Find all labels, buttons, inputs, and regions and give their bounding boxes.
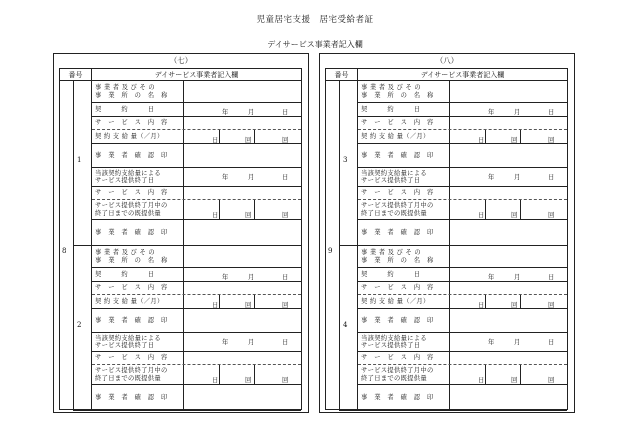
provider-seal-row-label [92,144,184,167]
times-unit: 回 [548,137,555,144]
contract-amount-row-label [358,295,450,308]
service-content-row-2-label [358,352,450,364]
end-date-row-label [358,333,450,351]
service-content-label: サ ー ビ ス 内 容 [361,119,434,127]
provider-name-row [92,81,301,103]
contract-amount-label: 契 約 支 給 量（／月） [95,132,164,140]
service-content-row-2 [92,352,301,365]
contract-date-label: 契 約 日 [361,270,421,278]
end-date-row-value[interactable] [184,168,301,186]
qty-divider [254,130,255,143]
provider-column-header: デイサービス事業者記入欄 [358,69,567,81]
page-number: 9 [328,247,333,255]
panel-heading: （八） [435,56,459,65]
end-date-label-line2: サービス提供終了日 [95,177,155,184]
service-content-row [358,282,567,295]
provider-name-row-label [92,81,184,102]
day-unit: 日 [212,212,219,219]
end-date-label-line2: サービス提供終了日 [361,342,421,349]
used-amount-label-line2: 終了日までの既提供量 [361,374,427,382]
used-amount-label-line2: 終了日までの既提供量 [95,209,161,217]
day-unit: 日 [548,339,555,346]
day-unit: 日 [548,174,555,181]
service-content-row-label [358,117,450,129]
day-unit: 日 [212,137,219,144]
contract-amount-row-label [358,130,450,143]
day-unit: 日 [548,109,555,116]
end-date-row-label [358,168,450,186]
used-amount-row-value[interactable] [450,365,567,384]
qty-divider [254,200,255,219]
provider-seal-label: 事 業 者 確 認 印 [361,151,434,159]
used-amount-label-line1: サービス提供終了月中の [95,367,168,374]
service-content-row-label [92,117,184,129]
times-unit: 回 [282,377,289,384]
day-unit: 日 [478,212,485,219]
used-amount-label-line2: 終了日までの既提供量 [361,209,427,217]
contract-date-row-value[interactable] [184,103,301,116]
provider-seal-row-label [358,144,450,167]
year-unit: 年 [222,174,229,181]
provider-seal-row-value[interactable] [450,144,567,167]
provider-column-header: デイサービス事業者記入欄 [92,69,301,81]
qty-divider [485,295,486,308]
year-unit: 年 [222,109,229,116]
provider-name-label-line1: 事 業 者 及 び そ の [361,84,421,91]
contract-amount-row-value[interactable] [184,295,301,308]
provider-name-row-value[interactable] [184,246,301,267]
provider-seal-row-2 [358,220,567,246]
record-sheet [325,68,568,410]
times-unit: 回 [245,137,252,144]
form-subtitle: デイサービス事業者記入欄 [267,40,363,49]
provider-seal-row-value[interactable] [450,309,567,332]
service-content-row-2 [358,352,567,365]
times-unit: 回 [282,302,289,309]
contract-date-row [358,268,567,282]
contract-date-row [92,103,301,117]
provider-name-row [358,246,567,268]
used-amount-label-line1: サービス提供終了月中の [361,202,434,209]
used-amount-row-label [358,200,450,219]
times-unit: 回 [548,377,555,384]
qty-divider [520,130,521,143]
contract-date-row-value[interactable] [450,268,567,281]
record-block [77,81,301,246]
provider-seal-label: 事 業 者 確 認 印 [361,393,434,401]
times-unit: 回 [511,212,518,219]
provider-name-label-line2: 事 業 所 の 名 称 [361,256,434,264]
provider-seal-label: 事 業 者 確 認 印 [361,316,434,324]
year-unit: 年 [488,274,495,281]
block-number-cell [339,246,358,411]
contract-amount-row [92,130,301,144]
used-amount-row-label [92,200,184,219]
times-unit: 回 [245,302,252,309]
provider-seal-label: 事 業 者 確 認 印 [361,228,434,236]
end-date-row [92,168,301,187]
end-date-row [92,333,301,352]
contract-amount-row [358,130,567,144]
year-unit: 年 [488,339,495,346]
month-unit: 月 [514,174,521,181]
used-amount-label-line1: サービス提供終了月中の [361,367,434,374]
qty-divider [254,365,255,384]
provider-seal-label: 事 業 者 確 認 印 [95,316,168,324]
month-unit: 月 [514,274,521,281]
provider-seal-row-2 [92,385,301,411]
provider-name-row-label [358,81,450,102]
contract-date-label: 契 約 日 [361,105,421,113]
service-content-label: サ ー ビ ス 内 容 [95,354,168,362]
used-amount-label-line2: 終了日までの既提供量 [95,374,161,382]
provider-seal-row-2-value[interactable] [184,385,301,410]
end-date-row-value[interactable] [184,333,301,351]
end-date-label-line1: 当該契約支給量による [95,334,161,342]
provider-name-row [92,246,301,268]
service-content-row-label [92,282,184,294]
end-date-label-line1: 当該契約支給量による [361,169,427,177]
day-unit: 日 [478,302,485,309]
block-number-cell [73,246,92,411]
used-amount-label-line1: サービス提供終了月中の [95,202,168,209]
service-content-row-2-value[interactable] [450,187,567,199]
provider-name-label-line2: 事 業 所 の 名 称 [95,91,168,99]
contract-date-row-label [92,268,184,281]
provider-name-row-label [92,246,184,267]
provider-seal-row-label [92,309,184,332]
provider-seal-row-2-label [358,220,450,245]
provider-name-row-value[interactable] [450,81,567,102]
used-amount-row [92,365,301,385]
end-date-label-line2: サービス提供終了日 [95,342,155,349]
day-unit: 日 [548,274,555,281]
contract-amount-row-value[interactable] [450,295,567,308]
service-content-row-2-value[interactable] [184,352,301,364]
end-date-row [358,333,567,352]
service-content-label: サ ー ビ ス 内 容 [361,189,434,197]
service-content-row-value[interactable] [450,117,567,129]
provider-seal-row [92,309,301,333]
month-unit: 月 [248,339,255,346]
service-content-row-2-value[interactable] [450,352,567,364]
block-number-cell [73,81,92,246]
end-date-label-line2: サービス提供終了日 [361,177,421,184]
qty-divider [219,365,220,384]
contract-amount-label: 契 約 支 給 量（／月） [361,297,430,305]
service-content-row [92,117,301,130]
service-content-row-2-label [92,187,184,199]
provider-seal-row [92,144,301,168]
service-content-row-value[interactable] [184,282,301,294]
qty-divider [254,295,255,308]
number-column-header: 番号 [326,69,358,81]
year-unit: 年 [222,339,229,346]
times-unit: 回 [548,302,555,309]
service-content-row [92,282,301,295]
service-content-row-label [358,282,450,294]
contract-date-row-label [358,103,450,116]
block-number: 4 [343,321,348,329]
times-unit: 回 [282,212,289,219]
end-date-label-line1: 当該契約支給量による [95,169,161,177]
day-unit: 日 [212,377,219,384]
provider-name-label-line1: 事 業 者 及 び そ の [95,249,155,256]
record-block [343,246,567,411]
service-content-row-2-label [92,352,184,364]
day-unit: 日 [282,109,289,116]
record-block [77,246,301,411]
qty-divider [219,295,220,308]
provider-seal-row [358,309,567,333]
block-number-cell [339,81,358,246]
year-unit: 年 [222,274,229,281]
number-column-header: 番号 [60,69,92,81]
service-content-row-value[interactable] [450,282,567,294]
contract-date-row [92,268,301,282]
times-unit: 回 [245,212,252,219]
contract-amount-row-value[interactable] [450,130,567,143]
day-unit: 日 [478,137,485,144]
contract-date-label: 契 約 日 [95,105,155,113]
day-unit: 日 [282,339,289,346]
page-number: 8 [62,247,67,255]
end-date-row-label [92,168,184,186]
day-unit: 日 [212,302,219,309]
service-content-label: サ ー ビ ス 内 容 [95,119,168,127]
provider-seal-row-2 [358,385,567,411]
contract-amount-row [358,295,567,309]
provider-name-row-value[interactable] [450,246,567,267]
used-amount-row-value[interactable] [450,200,567,219]
end-date-row-value[interactable] [450,333,567,351]
provider-name-label-line2: 事 業 所 の 名 称 [361,91,434,99]
month-unit: 月 [514,109,521,116]
contract-date-row [358,103,567,117]
service-content-label: サ ー ビ ス 内 容 [361,284,434,292]
contract-amount-row-label [92,295,184,308]
provider-seal-label: 事 業 者 確 認 印 [95,393,168,401]
record-panel [53,53,309,413]
used-amount-row-value[interactable] [184,200,301,219]
service-content-row-2 [358,187,567,200]
provider-seal-label: 事 業 者 確 認 印 [95,228,168,236]
month-unit: 月 [248,174,255,181]
provider-seal-row-2-value[interactable] [184,220,301,245]
block-number: 2 [77,321,82,329]
used-amount-row [358,200,567,220]
contract-date-row-value[interactable] [450,103,567,116]
provider-name-row [358,81,567,103]
qty-divider [485,200,486,219]
contract-amount-row-label [92,130,184,143]
service-content-label: サ ー ビ ス 内 容 [95,284,168,292]
provider-seal-row-label [358,309,450,332]
service-content-label: サ ー ビ ス 内 容 [361,354,434,362]
provider-seal-row-value[interactable] [184,309,301,332]
used-amount-row-value[interactable] [184,365,301,384]
contract-date-label: 契 約 日 [95,270,155,278]
used-amount-row-label [358,365,450,384]
service-content-label: サ ー ビ ス 内 容 [95,189,168,197]
month-unit: 月 [514,339,521,346]
provider-seal-label: 事 業 者 確 認 印 [95,151,168,159]
record-sheet [59,68,302,410]
end-date-row [358,168,567,187]
provider-seal-row-2-label [358,385,450,410]
form-title: 児童居宅支援 居宅受給者証 [256,15,374,25]
times-unit: 回 [511,137,518,144]
panel-heading: （七） [169,56,193,65]
record-panel [319,53,575,413]
provider-seal-row-2-value[interactable] [450,385,567,410]
times-unit: 回 [282,137,289,144]
day-unit: 日 [478,377,485,384]
provider-seal-row-value[interactable] [184,144,301,167]
contract-amount-label: 契 約 支 給 量（／月） [95,297,164,305]
block-number: 1 [77,156,82,164]
month-unit: 月 [248,109,255,116]
qty-divider [520,200,521,219]
times-unit: 回 [511,302,518,309]
provider-seal-row-2 [92,220,301,246]
times-unit: 回 [245,377,252,384]
provider-name-label-line2: 事 業 所 の 名 称 [95,256,168,264]
service-content-row-2-label [358,187,450,199]
qty-divider [219,200,220,219]
used-amount-row [358,365,567,385]
record-block [343,81,567,246]
end-date-label-line1: 当該契約支給量による [361,334,427,342]
qty-divider [485,130,486,143]
contract-date-row-label [358,268,450,281]
provider-seal-row-2-value[interactable] [450,220,567,245]
provider-seal-row-2-label [92,220,184,245]
contract-amount-row [92,295,301,309]
block-number: 3 [343,156,348,164]
day-unit: 日 [282,274,289,281]
provider-seal-row-2-label [92,385,184,410]
provider-name-row-value[interactable] [184,81,301,102]
month-unit: 月 [248,274,255,281]
day-unit: 日 [282,174,289,181]
provider-seal-row [358,144,567,168]
contract-date-row-label [92,103,184,116]
contract-amount-row-value[interactable] [184,130,301,143]
provider-name-label-line1: 事 業 者 及 び そ の [95,84,155,91]
qty-divider [520,295,521,308]
contract-amount-label: 契 約 支 給 量（／月） [361,132,430,140]
year-unit: 年 [488,174,495,181]
qty-divider [485,365,486,384]
provider-name-row-label [358,246,450,267]
year-unit: 年 [488,109,495,116]
qty-divider [520,365,521,384]
end-date-row-value[interactable] [450,168,567,186]
service-content-row [358,117,567,130]
times-unit: 回 [548,212,555,219]
service-content-row-2-value[interactable] [184,187,301,199]
service-content-row-value[interactable] [184,117,301,129]
qty-divider [219,130,220,143]
end-date-row-label [92,333,184,351]
provider-name-label-line1: 事 業 者 及 び そ の [361,249,421,256]
times-unit: 回 [511,377,518,384]
used-amount-row [92,200,301,220]
service-content-row-2 [92,187,301,200]
used-amount-row-label [92,365,184,384]
contract-date-row-value[interactable] [184,268,301,281]
